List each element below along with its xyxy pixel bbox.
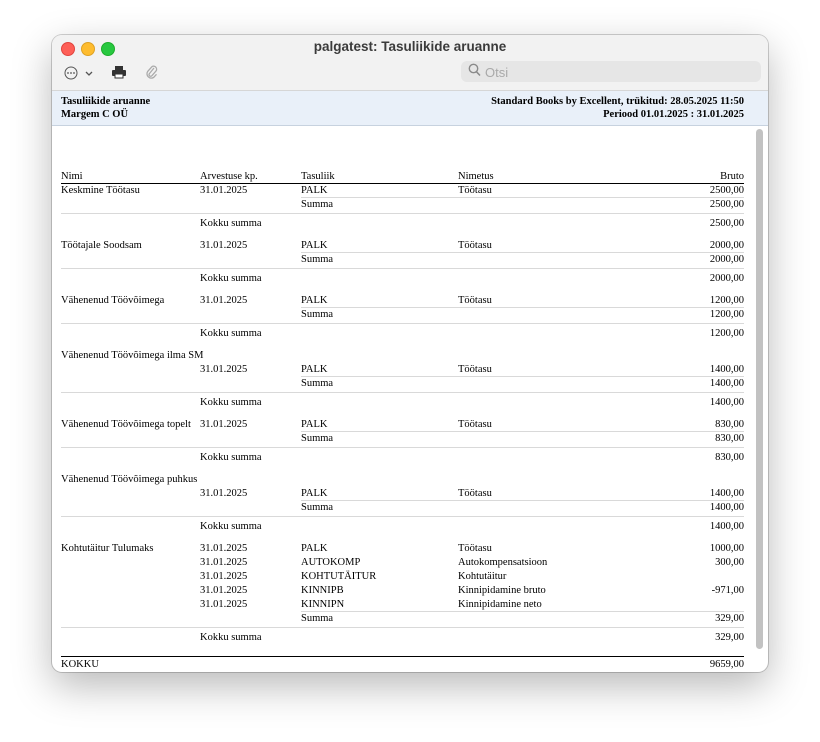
group-total-label: Kokku summa bbox=[200, 452, 262, 463]
row-date: 31.01.2025 bbox=[200, 240, 248, 251]
group-total-label: Kokku summa bbox=[200, 521, 262, 532]
group-total-label: Kokku summa bbox=[200, 328, 262, 339]
report-title: Tasuliikide aruanne bbox=[61, 96, 151, 107]
group-rule bbox=[61, 516, 744, 517]
row-date: 31.01.2025 bbox=[200, 557, 248, 568]
summa-value: 2500,00 bbox=[709, 199, 744, 210]
row-type: PALK bbox=[301, 543, 328, 554]
summa-value: 1400,00 bbox=[709, 502, 744, 513]
subtotal-rule bbox=[301, 431, 744, 432]
row-date: 31.01.2025 bbox=[200, 295, 248, 306]
group-total-label: Kokku summa bbox=[200, 218, 262, 229]
group-rule bbox=[61, 627, 744, 628]
company-name: Margem C OÜ bbox=[61, 109, 129, 120]
group-total-label: Kokku summa bbox=[200, 397, 262, 408]
group-total-label: Kokku summa bbox=[200, 273, 262, 284]
group-total-value: 1400,00 bbox=[709, 521, 744, 532]
printer-icon[interactable] bbox=[111, 65, 127, 82]
group-total-value: 329,00 bbox=[715, 632, 744, 643]
summa-label: Summa bbox=[301, 254, 334, 265]
row-type: PALK bbox=[301, 295, 328, 306]
group-total-value: 830,00 bbox=[715, 452, 744, 463]
row-date: 31.01.2025 bbox=[200, 585, 248, 596]
row-gross: 2000,00 bbox=[709, 240, 744, 251]
subtotal-rule bbox=[301, 197, 744, 198]
row-gross: 300,00 bbox=[715, 557, 744, 568]
row-gross: 2500,00 bbox=[709, 185, 744, 196]
group-total-value: 2000,00 bbox=[709, 273, 744, 284]
row-desc: Kinnipidamine bruto bbox=[458, 585, 546, 596]
row-desc: Töötasu bbox=[458, 295, 492, 306]
row-type: PALK bbox=[301, 240, 328, 251]
summa-label: Summa bbox=[301, 433, 334, 444]
report-header bbox=[52, 91, 768, 126]
column-header-gross: Bruto bbox=[720, 171, 744, 182]
row-type: KINNIPN bbox=[301, 599, 345, 610]
group-total-value: 1400,00 bbox=[709, 397, 744, 408]
row-type: PALK bbox=[301, 364, 328, 375]
window-title: palgatest: Tasuliikide aruanne bbox=[313, 39, 507, 54]
column-header-name: Nimi bbox=[61, 171, 83, 182]
row-gross: 1000,00 bbox=[709, 543, 744, 554]
row-desc: Töötasu bbox=[458, 364, 492, 375]
row-type: AUTOKOMP bbox=[301, 557, 361, 568]
grand-total-value: 9659,00 bbox=[709, 659, 744, 670]
search-field[interactable] bbox=[461, 61, 761, 82]
row-desc: Töötasu bbox=[458, 240, 492, 251]
subtotal-rule bbox=[301, 252, 744, 253]
row-gross: 830,00 bbox=[715, 419, 744, 430]
report-window bbox=[52, 35, 768, 672]
group-name: Vähenenud Töövõimega bbox=[61, 295, 165, 306]
title-bar bbox=[52, 35, 768, 91]
ellipsis-circle-icon[interactable] bbox=[64, 66, 78, 83]
column-header-date: Arvestuse kp. bbox=[200, 171, 258, 182]
group-total-value: 1200,00 bbox=[709, 328, 744, 339]
group-name: Töötajale Soodsam bbox=[61, 240, 142, 251]
scrollbar-thumb[interactable] bbox=[756, 129, 763, 649]
summa-value: 329,00 bbox=[715, 613, 744, 624]
vertical-scrollbar[interactable] bbox=[754, 127, 765, 665]
group-rule bbox=[61, 392, 744, 393]
search-icon bbox=[468, 63, 481, 80]
printed-info: Standard Books by Excellent, trükitud: 28.05.2025 11:50 bbox=[491, 96, 744, 107]
summa-value: 1400,00 bbox=[709, 378, 744, 389]
group-rule bbox=[61, 447, 744, 448]
column-header-desc: Nimetus bbox=[458, 171, 494, 182]
summa-label: Summa bbox=[301, 199, 334, 210]
row-desc: Töötasu bbox=[458, 419, 492, 430]
group-total-value: 2500,00 bbox=[709, 218, 744, 229]
row-type: PALK bbox=[301, 419, 328, 430]
row-gross: 1200,00 bbox=[709, 295, 744, 306]
row-desc: Töötasu bbox=[458, 185, 492, 196]
summa-value: 1200,00 bbox=[709, 309, 744, 320]
search-input[interactable] bbox=[483, 63, 747, 82]
report-period: Periood 01.01.2025 : 31.01.2025 bbox=[603, 109, 744, 120]
paperclip-icon[interactable] bbox=[146, 64, 158, 82]
group-name: Vähenenud Töövõimega puhkus bbox=[61, 474, 198, 485]
report-body bbox=[52, 126, 752, 672]
chevron-down-icon[interactable] bbox=[85, 67, 93, 81]
grand-total-rule bbox=[61, 656, 744, 657]
row-desc: Töötasu bbox=[458, 488, 492, 499]
group-name: Keskmine Töötasu bbox=[61, 185, 140, 196]
row-date: 31.01.2025 bbox=[200, 419, 248, 430]
summa-label: Summa bbox=[301, 613, 334, 624]
subtotal-rule bbox=[301, 307, 744, 308]
summa-value: 830,00 bbox=[715, 433, 744, 444]
group-name: Vähenenud Töövõimega ilma SM bbox=[61, 350, 204, 361]
row-type: KOHTUTÄITUR bbox=[301, 571, 377, 582]
summa-label: Summa bbox=[301, 378, 334, 389]
header-rule bbox=[61, 183, 744, 184]
group-rule bbox=[61, 323, 744, 324]
summa-label: Summa bbox=[301, 309, 334, 320]
subtotal-rule bbox=[301, 611, 744, 612]
group-name: Vähenenud Töövõimega topelt bbox=[61, 419, 191, 430]
row-date: 31.01.2025 bbox=[200, 543, 248, 554]
row-type: KINNIPB bbox=[301, 585, 344, 596]
column-header-type: Tasuliik bbox=[301, 171, 335, 182]
row-desc: Kohtutäitur bbox=[458, 571, 507, 582]
summa-label: Summa bbox=[301, 502, 334, 513]
row-date: 31.01.2025 bbox=[200, 364, 248, 375]
row-date: 31.01.2025 bbox=[200, 185, 248, 196]
group-rule bbox=[61, 213, 744, 214]
summa-value: 2000,00 bbox=[709, 254, 744, 265]
row-desc: Autokompensatsioon bbox=[458, 557, 548, 568]
row-type: PALK bbox=[301, 185, 328, 196]
row-gross: 1400,00 bbox=[709, 488, 744, 499]
group-name: Kohtutäitur Tulumaks bbox=[61, 543, 154, 554]
row-date: 31.01.2025 bbox=[200, 488, 248, 499]
group-total-label: Kokku summa bbox=[200, 632, 262, 643]
row-desc: Kinnipidamine neto bbox=[458, 599, 542, 610]
row-date: 31.01.2025 bbox=[200, 571, 248, 582]
group-rule bbox=[61, 268, 744, 269]
row-type: PALK bbox=[301, 488, 328, 499]
grand-total-label: KOKKU bbox=[61, 659, 99, 670]
subtotal-rule bbox=[301, 376, 744, 377]
subtotal-rule bbox=[301, 500, 744, 501]
row-desc: Töötasu bbox=[458, 543, 492, 554]
row-gross: -971,00 bbox=[711, 585, 744, 596]
row-gross: 1400,00 bbox=[709, 364, 744, 375]
row-date: 31.01.2025 bbox=[200, 599, 248, 610]
